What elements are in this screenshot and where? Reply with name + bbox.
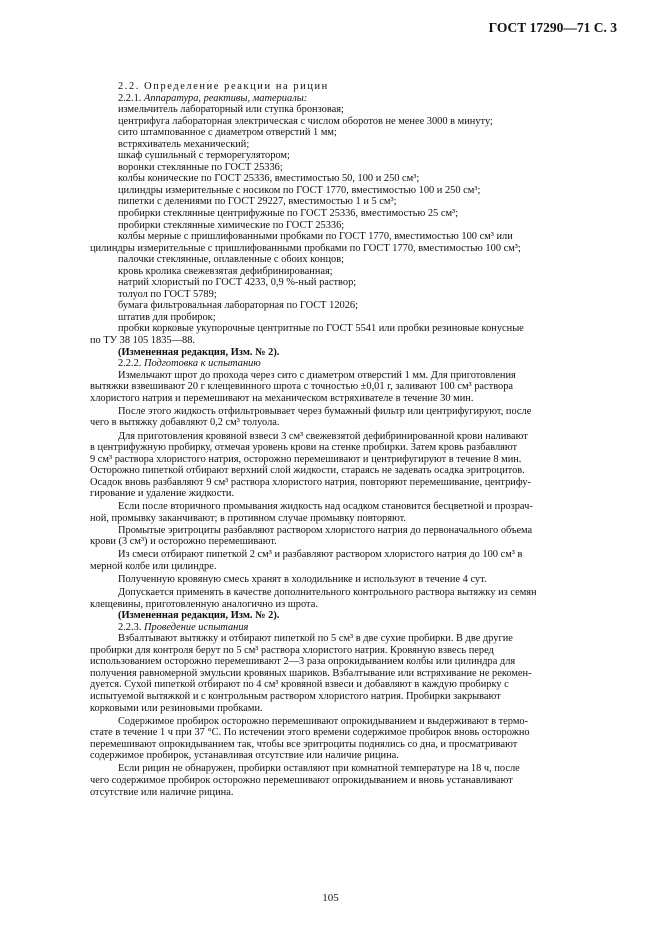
materials-list: [90, 104, 618, 231]
page-content: [90, 81, 618, 798]
list-item: цилиндры измерительные с носиком по ГОСТ 1770, вместимостью 100 и 250 см³;: [118, 184, 481, 196]
list-item: бумага фильтровальная лабораторная по ГОСТ 12026;: [118, 300, 358, 312]
list-item: встряхиватель механический;: [118, 138, 250, 150]
section-title: 2.2. Определение реакции на рицин: [118, 81, 329, 92]
list-item: кровь кролика свежевзятая дефибринированная;: [118, 265, 333, 277]
list-item-corks: пробки корковые укупорочные центритные по ГОСТ 5541 или пробки резиновые конусные по ТУ 38 105 1835—88.: [90, 323, 524, 347]
list-item: измельчитель лабораторный или ступка бронзовая;: [118, 104, 344, 116]
list-item: воронки стеклянные по ГОСТ 25336;: [118, 161, 283, 173]
paragraph: Промытые эритроциты разбавляют раствором хлористого натрия до первоначального объема крови (3 см³) и осторожно перемешивают.: [90, 524, 533, 548]
paragraph: Взбалтывают вытяжку и отбирают пипеткой по 5 см³ в две сухие пробирки. В две другие пробирки для контроля берут по 5 см³ раствора хлористого натрия. Кровяную взвесь перед использованием осторожно перемешивают 2—3 раза опрокидыванием колбы или цилиндра для получения равномерной эмульсии кровяных шариков. Взбалтывание или встряхивание не рекомен- дуется. Сухой пипеткой отбирают по 4 см³ кровяной взвеси и добавляют в каждую пробирку с испытуемой вытяжкой и с контрольным раствором хлористого натрия. Пробирки закрывают корковыми или резиновыми пробками.: [90, 633, 532, 714]
paragraph: Допускается применять в качестве дополнительного контрольного раствора вытяжку из семян клещевины, приготовленную аналогично из шрота.: [90, 587, 537, 610]
paragraph: Содержимое пробирок осторожно перемешивают опрокидыванием и выдерживают в термо- стате в течение 1 ч при 37 °С. По истечении этого времени содержимое пробирок вновь осторожно перемешивают опрокидыванием так, чтобы все эритроциты поднялись со дна, и просматривают содержимое пробирок, устанавливая отсутствие или наличие рицина.: [90, 715, 530, 762]
paragraph: Полученную кровяную смесь хранят в холодильнике и используют в течение 4 сут.: [118, 573, 487, 585]
paragraph: Для приготовления кровяной взвеси 3 см³ свежевзятой дефибринированной крови наливают в центрифужную пробирку, отмечая уровень крови на стенке пробирки. Затем кровь разбавляют 9 см³ раствора хлористого натрия, осторожно перемешивают и центрифугируют в течение 8 мин. Осторожно пипеткой отбирают верхний слой жидкости, стараясь не задевать осадка эритроцитов. Осадок вновь разбавляют 9 см³ раствора хлористого натрия, повторяют перемешивание, центрифу- гирование и удаление жидкости.: [90, 430, 531, 500]
paragraph: Если рицин не обнаружен, пробирки оставляют при комнатной температуре на 18 ч, после чего содержимое пробирок осторожно перемешивают опрокидыванием и вновь устанавливают отсутствие или наличие рицина.: [90, 763, 520, 798]
subsection-heading: 2.2.2. Подготовка к испытанию: [118, 358, 261, 370]
amendment-note: (Измененная редакция, Изм. № 2).: [118, 346, 280, 358]
list-item: пробирки стеклянные центрифужные по ГОСТ 25336, вместимостью 25 см³;: [118, 208, 459, 220]
list-item: центрифуга лабораторная электрическая с числом оборотов не менее 3000 в минуту;: [118, 115, 493, 127]
paragraph: Если после вторичного промывания жидкость над осадком становится бесцветной и прозрач- ной, промывку заканчивают; в противном случае промывку повторяют.: [90, 501, 533, 525]
list-item: палочки стеклянные, оплавленные с обоих концов;: [118, 254, 344, 266]
subsection-heading: 2.2.1. Аппаратура, реактивы, материалы:: [118, 92, 308, 104]
list-item-flasks: колбы мерные с пришлифованными пробками по ГОСТ 1770, вместимостью 100 см³ или цилиндры измерительные с пришлифованными пробками по ГОСТ 1770, вместимостью 100 см³;: [90, 231, 521, 254]
list-item: сито штампованное с диаметром отверстий 1 мм;: [118, 127, 337, 139]
paragraph: Из смеси отбирают пипеткой 2 см³ и разбавляют раствором хлористого натрия до 100 см³ в мерной колбе или цилиндре.: [90, 549, 523, 572]
page-header: ГОСТ 17290—71 С. 3: [488, 20, 617, 35]
paragraph: Измельчают шрот до прохода через сито с диаметром отверстий 1 мм. Для приготовления вытяжки взвешивают 20 г клещевинного шрота с точностью ±0,01 г, заливают 100 см³ раствора хлористого натрия и перемешивают на механическом встряхивателе в течение 30 мин.: [90, 369, 516, 404]
list-item: натрий хлористый по ГОСТ 4233, 0,9 %-ный раствор;: [118, 277, 357, 289]
list-item: толуол по ГОСТ 5789;: [118, 288, 217, 300]
list-item: колбы конические по ГОСТ 25336, вместимостью 50, 100 и 250 см³;: [118, 173, 420, 185]
page-number: 105: [322, 892, 339, 904]
amendment-note: (Измененная редакция, Изм. № 2).: [118, 610, 280, 622]
list-item: пипетки с делениями по ГОСТ 29227, вместимостью 1 и 5 см³;: [118, 196, 397, 208]
list-item: шкаф сушильный с терморегулятором;: [118, 150, 290, 162]
materials-list-continued: [90, 254, 618, 323]
subsection-heading: 2.2.3. Проведение испытания: [118, 621, 249, 633]
list-item: пробирки стеклянные химические по ГОСТ 25336;: [118, 219, 345, 231]
paragraph: После этого жидкость отфильтровывает через бумажный фильтр или центрифугируют, после чего в вытяжку добавляют 0,2 см³ толуола.: [90, 405, 532, 429]
list-item: штатив для пробирок;: [118, 311, 216, 323]
